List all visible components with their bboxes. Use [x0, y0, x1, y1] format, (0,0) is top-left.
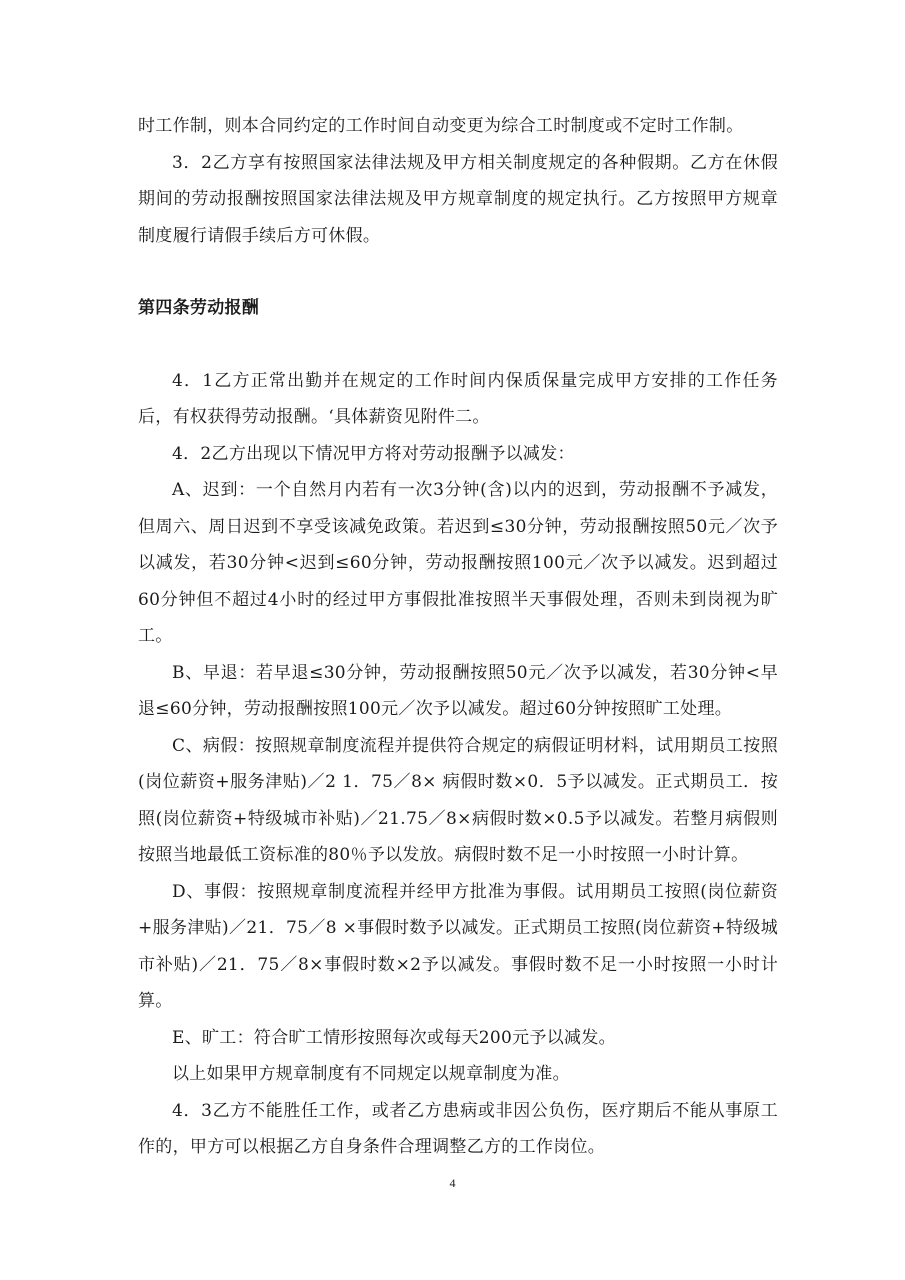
- paragraph-continuation: 时工作制，则本合同约定的工作时间自动变更为综合工时制度或不定时工作制。: [138, 116, 744, 136]
- section-heading: 第四条劳动报酬: [138, 298, 260, 318]
- paragraph-note: 以上如果甲方规章制度有不同规定以规章制度为准。: [172, 1064, 570, 1084]
- paragraph-4-3: 4．3乙方不能胜任工作，或者乙方患病或非因公负伤，医疗期后不能从事原工作的，甲方可以根据乙方自身条件合理调整乙方的工作岗位。: [138, 1100, 778, 1157]
- paragraph-item-e: E、旷工：符合旷工情形按照每次或每天200元予以减发。: [172, 1027, 616, 1048]
- page-content: [138, 108, 778, 1166]
- paragraph-4-2: 4．2乙方出现以下情况甲方将对劳动报酬予以减发：: [172, 443, 575, 464]
- paragraph-item-d: D、事假：按照规章制度流程并经甲方批准为事假。试用期员工按照(岗位薪资+服务津贴)／21．75／8 ×事假时数予以减发。正式期员工按照(岗位薪资+特级城市补贴)／21．75／8×事假时数×2予以减发。事假时数不足一小时按照一小时计算。: [138, 881, 778, 1011]
- paragraph-item-b: B、早退：若早退≤30分钟，劳动报酬按照50元／次予以减发，若30分钟<早退≤60分钟，劳动报酬按照100元／次予以减发。超过60分钟按照旷工处理。: [138, 662, 778, 719]
- paragraph-item-c: C、病假：按照规章制度流程并提供符合规定的病假证明材料，试用期员工按照(岗位薪资+服务津贴)／2 1．75／8× 病假时数×0．5予以减发。正式期员工．按照(岗位薪资+特级城市补贴)／21.75／8×病假时数×0.5予以减发。若整月病假则按照当地最低工资标准的80％予以发放。病假时数不足一小时按照一小时计算。: [138, 735, 778, 865]
- paragraph-4-1: 4．1乙方正常出勤并在规定的工作时间内保质保量完成甲方安排的工作任务后，有权获得劳动报酬。‘具体薪资见附件二。: [138, 370, 778, 427]
- paragraph-item-a: A、迟到：一个自然月内若有一次3分钟(含)以内的迟到，劳动报酬不予减发，但周六、周日迟到不享受该减免政策。若迟到≤30分钟，劳动报酬按照50元／次予以减发，若30分钟<迟到≤60分钟，劳动报酬按照100元／次予以减发。迟到超过60分钟但不超过4小时的经过甲方事假批准按照半天事假处理，否则未到岗视为旷工。: [138, 480, 778, 646]
- page-number: 4: [449, 1176, 456, 1190]
- paragraph-3-2: 3．2乙方享有按照国家法律法规及甲方相关制度规定的各种假期。乙方在休假期间的劳动报酬按照国家法律法规及甲方规章制度的规定执行。乙方按照甲方规章制度履行请假手续后方可休假。: [138, 152, 778, 246]
